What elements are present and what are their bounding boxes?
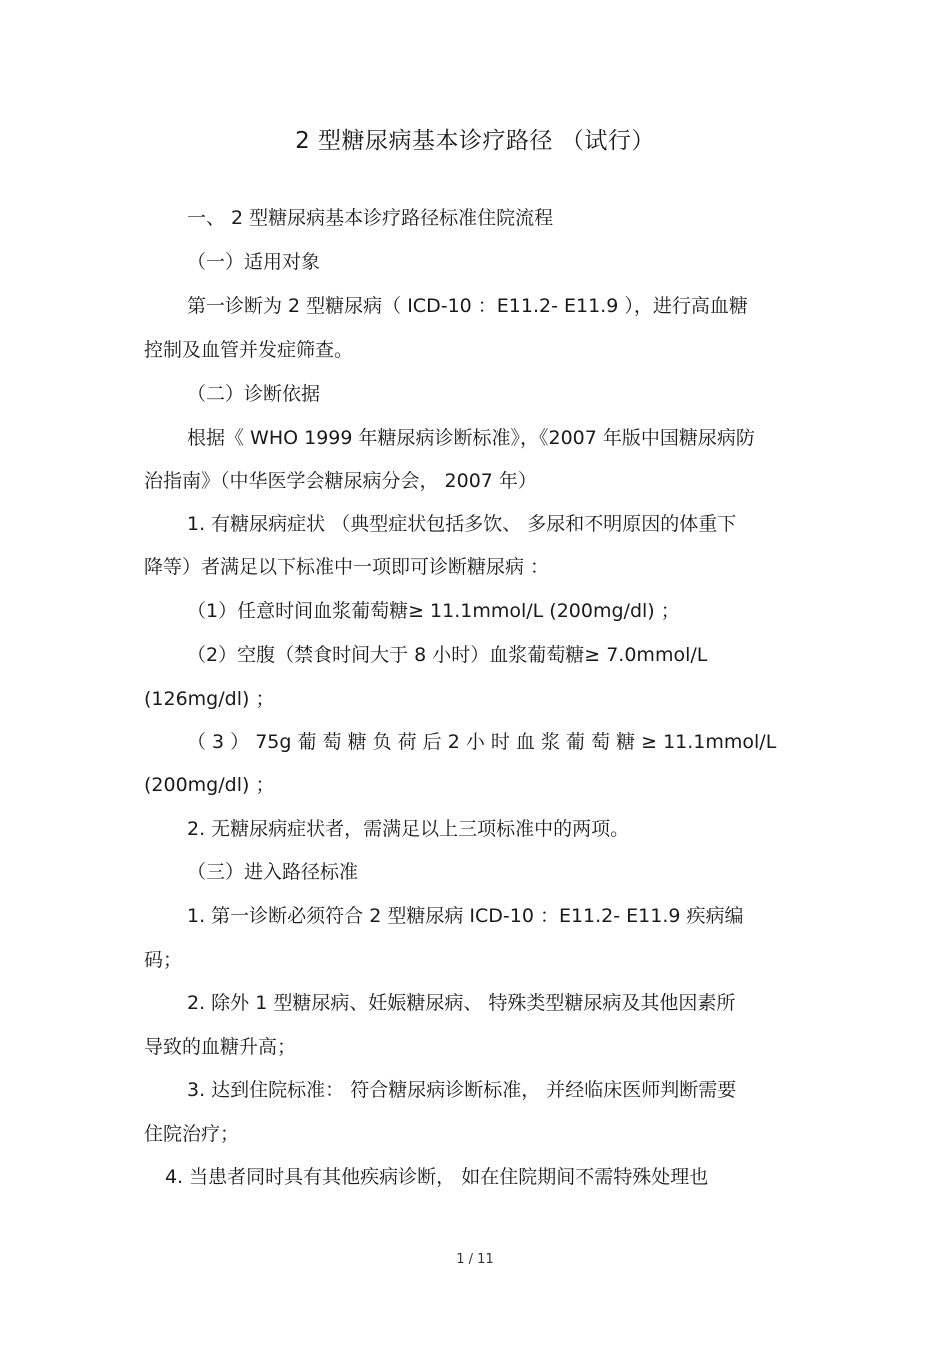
paragraph-line: 2. 除外 1 型糖尿病、妊娠糖尿病、 特殊类型糖尿病及其他因素所	[187, 992, 736, 1014]
paragraph-line: 根据《 WHO 1999 年糖尿病诊断标准》，《2007 年版中国糖尿病防	[187, 427, 755, 449]
paragraph-line: 导致的血糖升高；	[144, 1036, 297, 1058]
paragraph-line: (200mg/dl) ；	[144, 774, 275, 796]
paragraph-line: 住院治疗；	[144, 1123, 240, 1145]
paragraph-line: 1. 有糖尿病症状 （典型症状包括多饮、 多尿和不明原因的体重下	[187, 513, 737, 535]
paragraph-line: 1. 第一诊断必须符合 2 型糖尿病 ICD-10 ：E11.2- E11.9 疾病编	[187, 905, 744, 927]
subsection-heading-1: （一）适用对象	[187, 251, 321, 273]
paragraph-line: (126mg/dl) ；	[144, 688, 275, 710]
criteria-item: （ 3 ） 75g 葡 萄 糖 负 荷 后 2 小 时 血 浆 葡 萄 糖 ≥ 11.1mmol/L	[187, 731, 777, 753]
paragraph-line: 2. 无糖尿病症状者，需满足以上三项标准中的两项。	[187, 818, 630, 840]
criteria-item: （1）任意时间血浆葡萄糖≥ 11.1mmol/L (200mg/dl) ；	[187, 600, 680, 622]
paragraph-line: 4. 当患者同时具有其他疾病诊断， 如在住院期间不需特殊处理也	[165, 1166, 709, 1188]
paragraph-line: 控制及血管并发症筛查。	[144, 339, 354, 361]
paragraph-line: 治指南》（中华医学会糖尿病分会， 2007 年）	[144, 470, 537, 492]
paragraph-line: 3. 达到住院标准： 符合糖尿病诊断标准， 并经临床医师判断需要	[187, 1079, 737, 1101]
subsection-heading-3: （三）进入路径标准	[187, 861, 359, 883]
section-heading-1: 一、 2 型糖尿病基本诊疗路径标准住院流程	[187, 207, 554, 229]
criteria-item: （2）空腹（禁食时间大于 8 小时）血浆葡萄糖≥ 7.0mmol/L	[187, 644, 708, 666]
paragraph-line: 降等）者满足以下标准中一项即可诊断糖尿病 ：	[144, 556, 550, 578]
paragraph-line: 码；	[144, 949, 183, 971]
page-number: 1 / 11	[456, 1252, 494, 1267]
page-title: 2 型糖尿病基本诊疗路径 （试行）	[295, 128, 655, 154]
subsection-heading-2: （二）诊断依据	[187, 383, 321, 405]
paragraph-line: 第一诊断为 2 型糖尿病（ ICD-10 ：E11.2- E11.9 ），进行高血糖	[187, 295, 748, 317]
